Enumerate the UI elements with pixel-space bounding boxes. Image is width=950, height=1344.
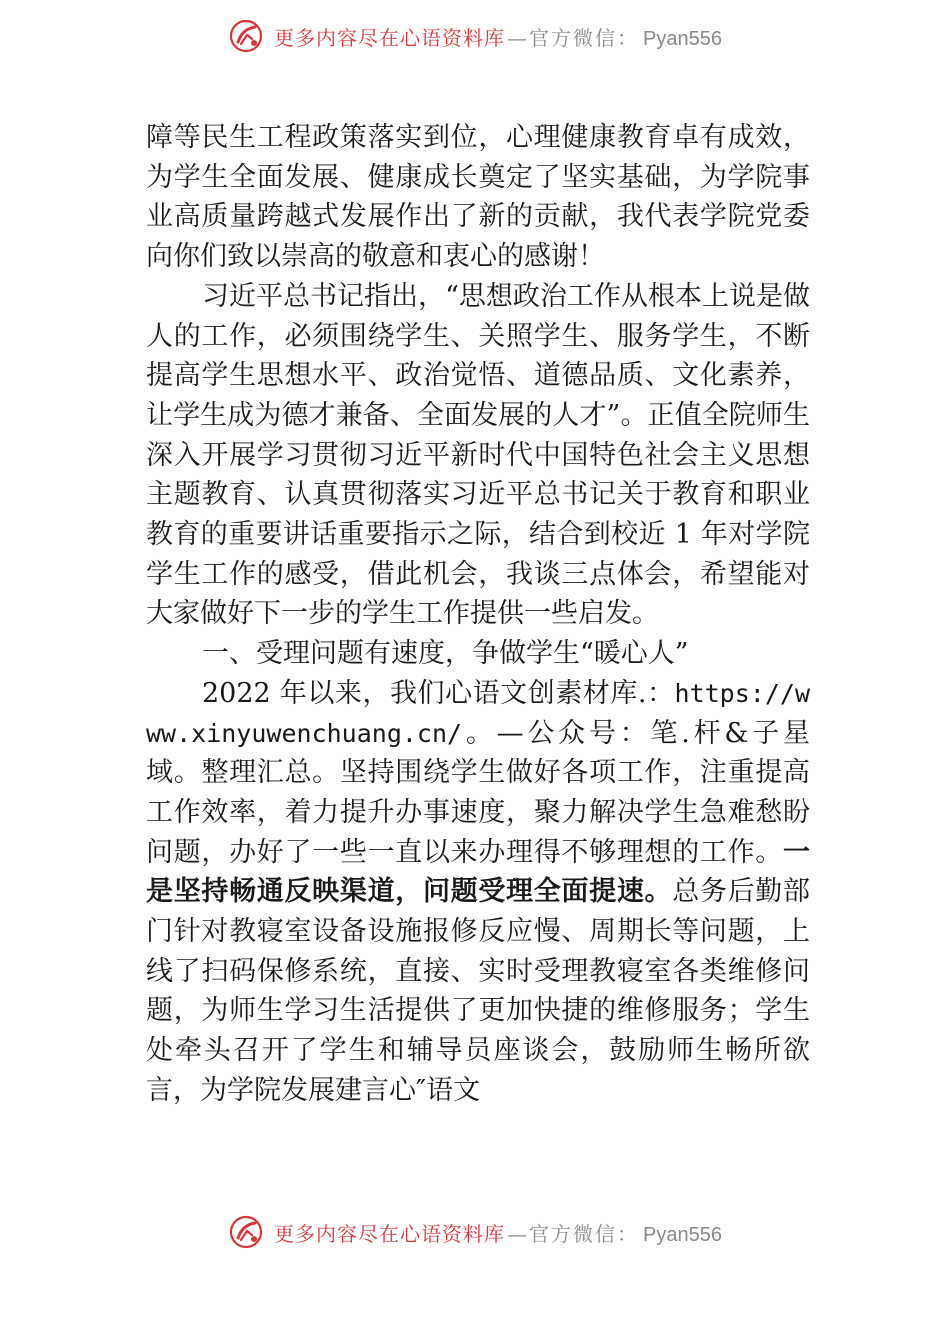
banner-sub-text: 官方微信： — [529, 25, 640, 50]
paragraph-3-end: 总务后勤部门针对教寝室设备设施报修反应慢、周期长等问题，上线了扫码保修系统，直接、实时受理教寝室各类维修问题，为师生学习生活提供了更加快捷的维修服务；学生处牵头召开了学生和辅导员座谈会，鼓励师生畅所欲言，为学院发展建言心″语文 — [146, 876, 811, 1106]
paragraph-3-middle: 。—公众号：笔.杆&子星域。整理汇总。坚持围绕学生做好各项工作，注重提高工作效率，着力提升办事速度，聚力解决学生急难愁盼问题，办好了一些一直以来办理得不够理想的工作。 — [146, 717, 810, 868]
document-body — [146, 118, 810, 1111]
banner-main-text: 更多内容尽在心语资料库 — [274, 25, 506, 50]
section-heading-1: 一、受理问题有速度，争做学生“暖心人” — [202, 638, 689, 670]
banner-main-text: 更多内容尽在心语资料库 — [274, 1221, 506, 1246]
banner-text — [274, 1218, 722, 1247]
source-url: https://www.xinyuwenchuang.cn/ — [146, 678, 810, 748]
paragraph-1: 障等民生工程政策落实到位，心理健康教育卓有成效，为学生全面发展、健康成长奠定了坚实基础，为学院事业高质量跨越式发展作出了新的贡献，我代表学院党委向你们致以崇高的敬意和衷心的感谢！ — [146, 122, 810, 273]
brand-logo-icon — [228, 18, 264, 54]
banner-separator: — — [507, 1221, 528, 1246]
bold-subheading: 一是坚持畅通反映渠道，问题受理全面提速。 — [146, 836, 810, 908]
paragraph-2: 习近平总书记指出，“思想政治工作从根本上说是做人的工作，必须围绕学生、关照学生、服务学生，不断提高学生思想水平、政治觉悟、道德品质、文化素养，让学生成为德才兼备、全面发展的人才”。正值全院师生深入开展学习贯彻习近平新时代中国特色社会主义思想主题教育、认真贯彻落实习近平总书记关于教育和职业教育的重要讲话重要指示之际，结合到校近 1 年对学院学生工作的感受，借此机会，我谈三点体会，希望能对大家做好下一步的学生工作提供一些启发。 — [146, 280, 810, 630]
banner-text — [274, 22, 722, 51]
banner-separator: — — [507, 25, 528, 50]
paragraph-3 — [146, 674, 810, 1111]
brand-logo-icon — [228, 1214, 264, 1250]
banner-sub-text: 官方微信： — [529, 1221, 640, 1246]
paragraph-3-intro: 2022 年以来，我们心语文创素材库.： — [202, 677, 675, 709]
footer-watermark-banner — [0, 1210, 950, 1254]
banner-wechat-id: Pyan556 — [643, 1223, 722, 1246]
banner-wechat-id: Pyan556 — [643, 27, 722, 50]
header-watermark-banner — [0, 14, 950, 58]
